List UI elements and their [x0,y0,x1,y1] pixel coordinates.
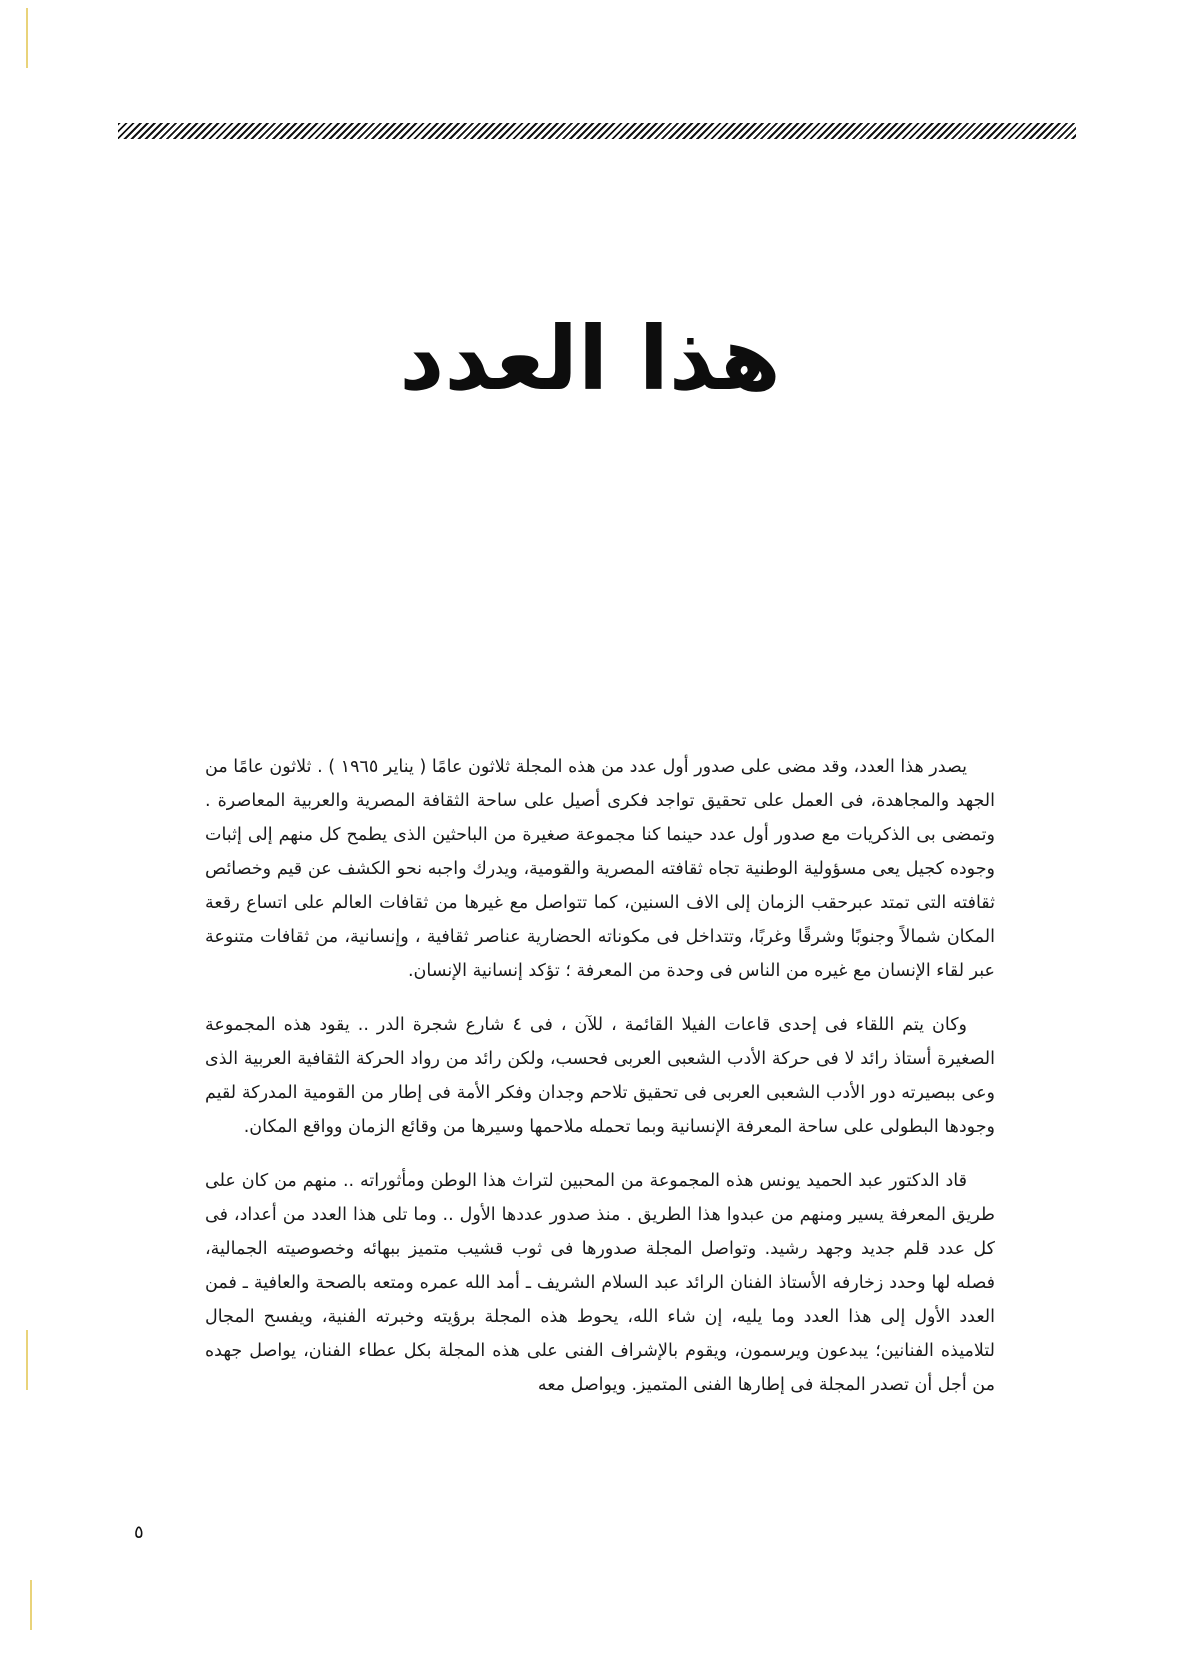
paragraph-1: يصدر هذا العدد، وقد مضى على صدور أول عدد من هذه المجلة ثلاثون عامًا ( يناير ١٩٦٥ ) . ثلاثون عامًا من الجهد والمجاهدة، فى العمل على تحقيق تواجد فكرى أصيل على ساحة الثقافة المصرية والعربية المعاصرة . وتمضى بى الذكريات مع صدور أول عدد حينما كنا مجموعة صغيرة من الباحثين الذى يطمح كل منهم إلى إثبات وجوده كجيل يعى مسؤولية الوطنية تجاه ثقافته المصرية والقومية، ويدرك واجبه نحو الكشف عن قيم وخصائص ثقافته التى تمتد عبرحقب الزمان إلى الاف السنين، كما تتواصل مع غيرها من ثقافات العالم على اتساع رقعة المكان شمالاً وجنوبًا وشرقًا وغربًا، وتتداخل فى مكوناته الحضارية عناصر ثقافية ، وإنسانية، من ثقافات متنوعة عبر لقاء الإنسان مع غيره من الناس فى وحدة من المعرفة ؛ تؤكد إنسانية الإنسان. [205,757,995,981]
article-body [205,750,995,1422]
decorative-hatched-rule [118,123,1076,139]
scan-edge-mark [26,8,28,68]
page-number: ٥ [134,1522,144,1543]
page-title: هذا العدد [399,306,781,410]
paragraph-2: وكان يتم اللقاء فى إحدى قاعات الفيلا القائمة ، للآن ، فى ٤ شارع شجرة الدر .. يقود هذه المجموعة الصغيرة أستاذ رائد لا فى حركة الأدب الشعبى العربى فحسب، ولكن رائد من رواد الحركة الثقافية العربية الذى وعى ببصيرته دور الأدب الشعبى العربى فى تحقيق تلاحم وجدان وفكر الأمة فى إطار من القومية المدركة لقيم وجودها البطولى على ساحة المعرفة الإنسانية وبما تحمله ملاحمها وسيرها من وقائع الزمان وواقع المكان. [205,1015,995,1137]
paragraph-3: قاد الدكتور عبد الحميد يونس هذه المجموعة من المحبين لتراث هذا الوطن ومأثوراته .. منهم من كان على طريق المعرفة يسير ومنهم من عبدوا هذا الطريق . منذ صدور عددها الأول .. وما تلى هذا العدد من أعداد، فى كل عدد قلم جديد وجهد رشيد. وتواصل المجلة صدورها فى ثوب قشيب متميز ببهائه وخصوصيته الجمالية، فصله لها وحدد زخارفه الأستاذ الفنان الرائد عبد السلام الشريف ـ أمد الله عمره ومتعه بالصحة والعافية ـ فمن العدد الأول إلى هذا العدد وما يليه، إن شاء الله، يحوط هذه المجلة برؤيته وخبرته الفنية، ويفسح المجال لتلاميذه الفنانين؛ يبدعون ويرسمون، ويقوم بالإشراف الفنى على هذه المجلة بكل عطاء الفنان، يواصل جهده من أجل أن تصدر المجلة فى إطارها الفنى المتميز. ويواصل معه [205,1171,995,1395]
scan-edge-mark [30,1580,32,1630]
scan-edge-mark [26,1330,28,1390]
